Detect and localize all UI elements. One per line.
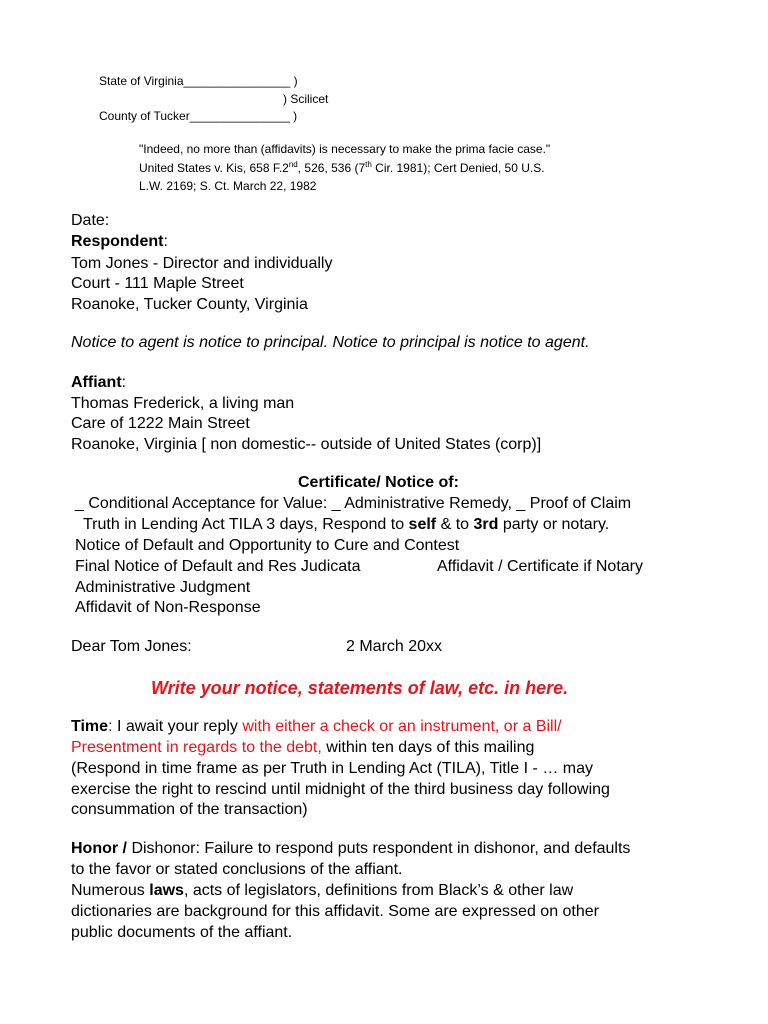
agent-principal-notice: Notice to agent is notice to principal. Notice to principal is notice to agent.: [71, 334, 590, 351]
certificate-title: Certificate/ Notice of:: [298, 474, 459, 491]
affiant-line-2: Care of 1222 Main Street: [71, 415, 250, 432]
honor-line-3: Numerous laws, acts of legislators, definitions from Black’s & other law: [71, 882, 574, 899]
time-line-2: Presentment in regards to the debt, within ten days of this mailing: [71, 739, 535, 756]
time-line-5: consummation of the transaction): [71, 801, 308, 818]
county-caption: County of Tucker_______________ ): [99, 109, 298, 123]
state-caption: State of Virginia________________ ): [99, 74, 298, 88]
honor-line-5: public documents of the affiant.: [71, 924, 293, 941]
time-line-4: exercise the right to rescind until midnight of the third business day following: [71, 781, 610, 798]
citation-sup-nd: nd: [288, 160, 298, 169]
respondent-heading: Respondent:: [71, 233, 168, 250]
date-label: Date:: [71, 212, 110, 229]
salutation: Dear Tom Jones:: [71, 638, 192, 655]
certificate-line-6: Affidavit of Non-Response: [75, 599, 261, 616]
certificate-line-3: Notice of Default and Opportunity to Cure and Contest: [75, 537, 460, 554]
honor-line-1: Honor / Dishonor: Failure to respond puts respondent in dishonor, and defaults: [71, 840, 631, 857]
letter-date: 2 March 20xx: [346, 638, 443, 655]
time-line-3: (Respond in time frame as per Truth in Lending Act (TILA), Title I - … may: [71, 760, 593, 777]
affiant-heading: Affiant:: [71, 374, 127, 391]
citation-sup-th: th: [365, 160, 372, 169]
citation-line3: L.W. 2169; S. Ct. March 22, 1982: [139, 179, 317, 193]
citation-quote: "Indeed, no more than (affidavits) is necessary to make the prima facie case.": [139, 142, 551, 156]
respondent-line-3: Roanoke, Tucker County, Virginia: [71, 296, 308, 313]
instruction-placeholder: Write your notice, statements of law, etc. in here.: [151, 678, 569, 698]
respondent-line-1: Tom Jones - Director and individually: [71, 255, 333, 272]
certificate-line-4a: Final Notice of Default and Res Judicata: [75, 558, 361, 575]
citation-case: United States v. Kis, 658 F.2nd, 526, 536 (7th Cir. 1981); Cert Denied, 50 U.S.: [139, 160, 545, 175]
certificate-line-5: Administrative Judgment: [75, 579, 251, 596]
honor-line-4: dictionaries are background for this affidavit. Some are expressed on other: [71, 903, 599, 920]
respondent-line-2: Court - 111 Maple Street: [71, 275, 244, 292]
certificate-line-4b: Affidavit / Certificate if Notary: [437, 558, 643, 575]
scilicet-caption: ) Scilicet: [283, 92, 329, 106]
certificate-line-1: _ Conditional Acceptance for Value: _ Administrative Remedy, _ Proof of Claim: [75, 495, 632, 512]
time-line-1: Time: I await your reply with either a check or an instrument, or a Bill/: [71, 718, 562, 735]
certificate-line-2: Truth in Lending Act TILA 3 days, Respond to self & to 3rd party or notary.: [83, 516, 610, 533]
affiant-line-1: Thomas Frederick, a living man: [71, 395, 295, 412]
honor-line-2: to the favor or stated conclusions of the affiant.: [71, 861, 403, 878]
affiant-line-3: Roanoke, Virginia [ non domestic-- outside of United States (corp)]: [71, 436, 542, 453]
